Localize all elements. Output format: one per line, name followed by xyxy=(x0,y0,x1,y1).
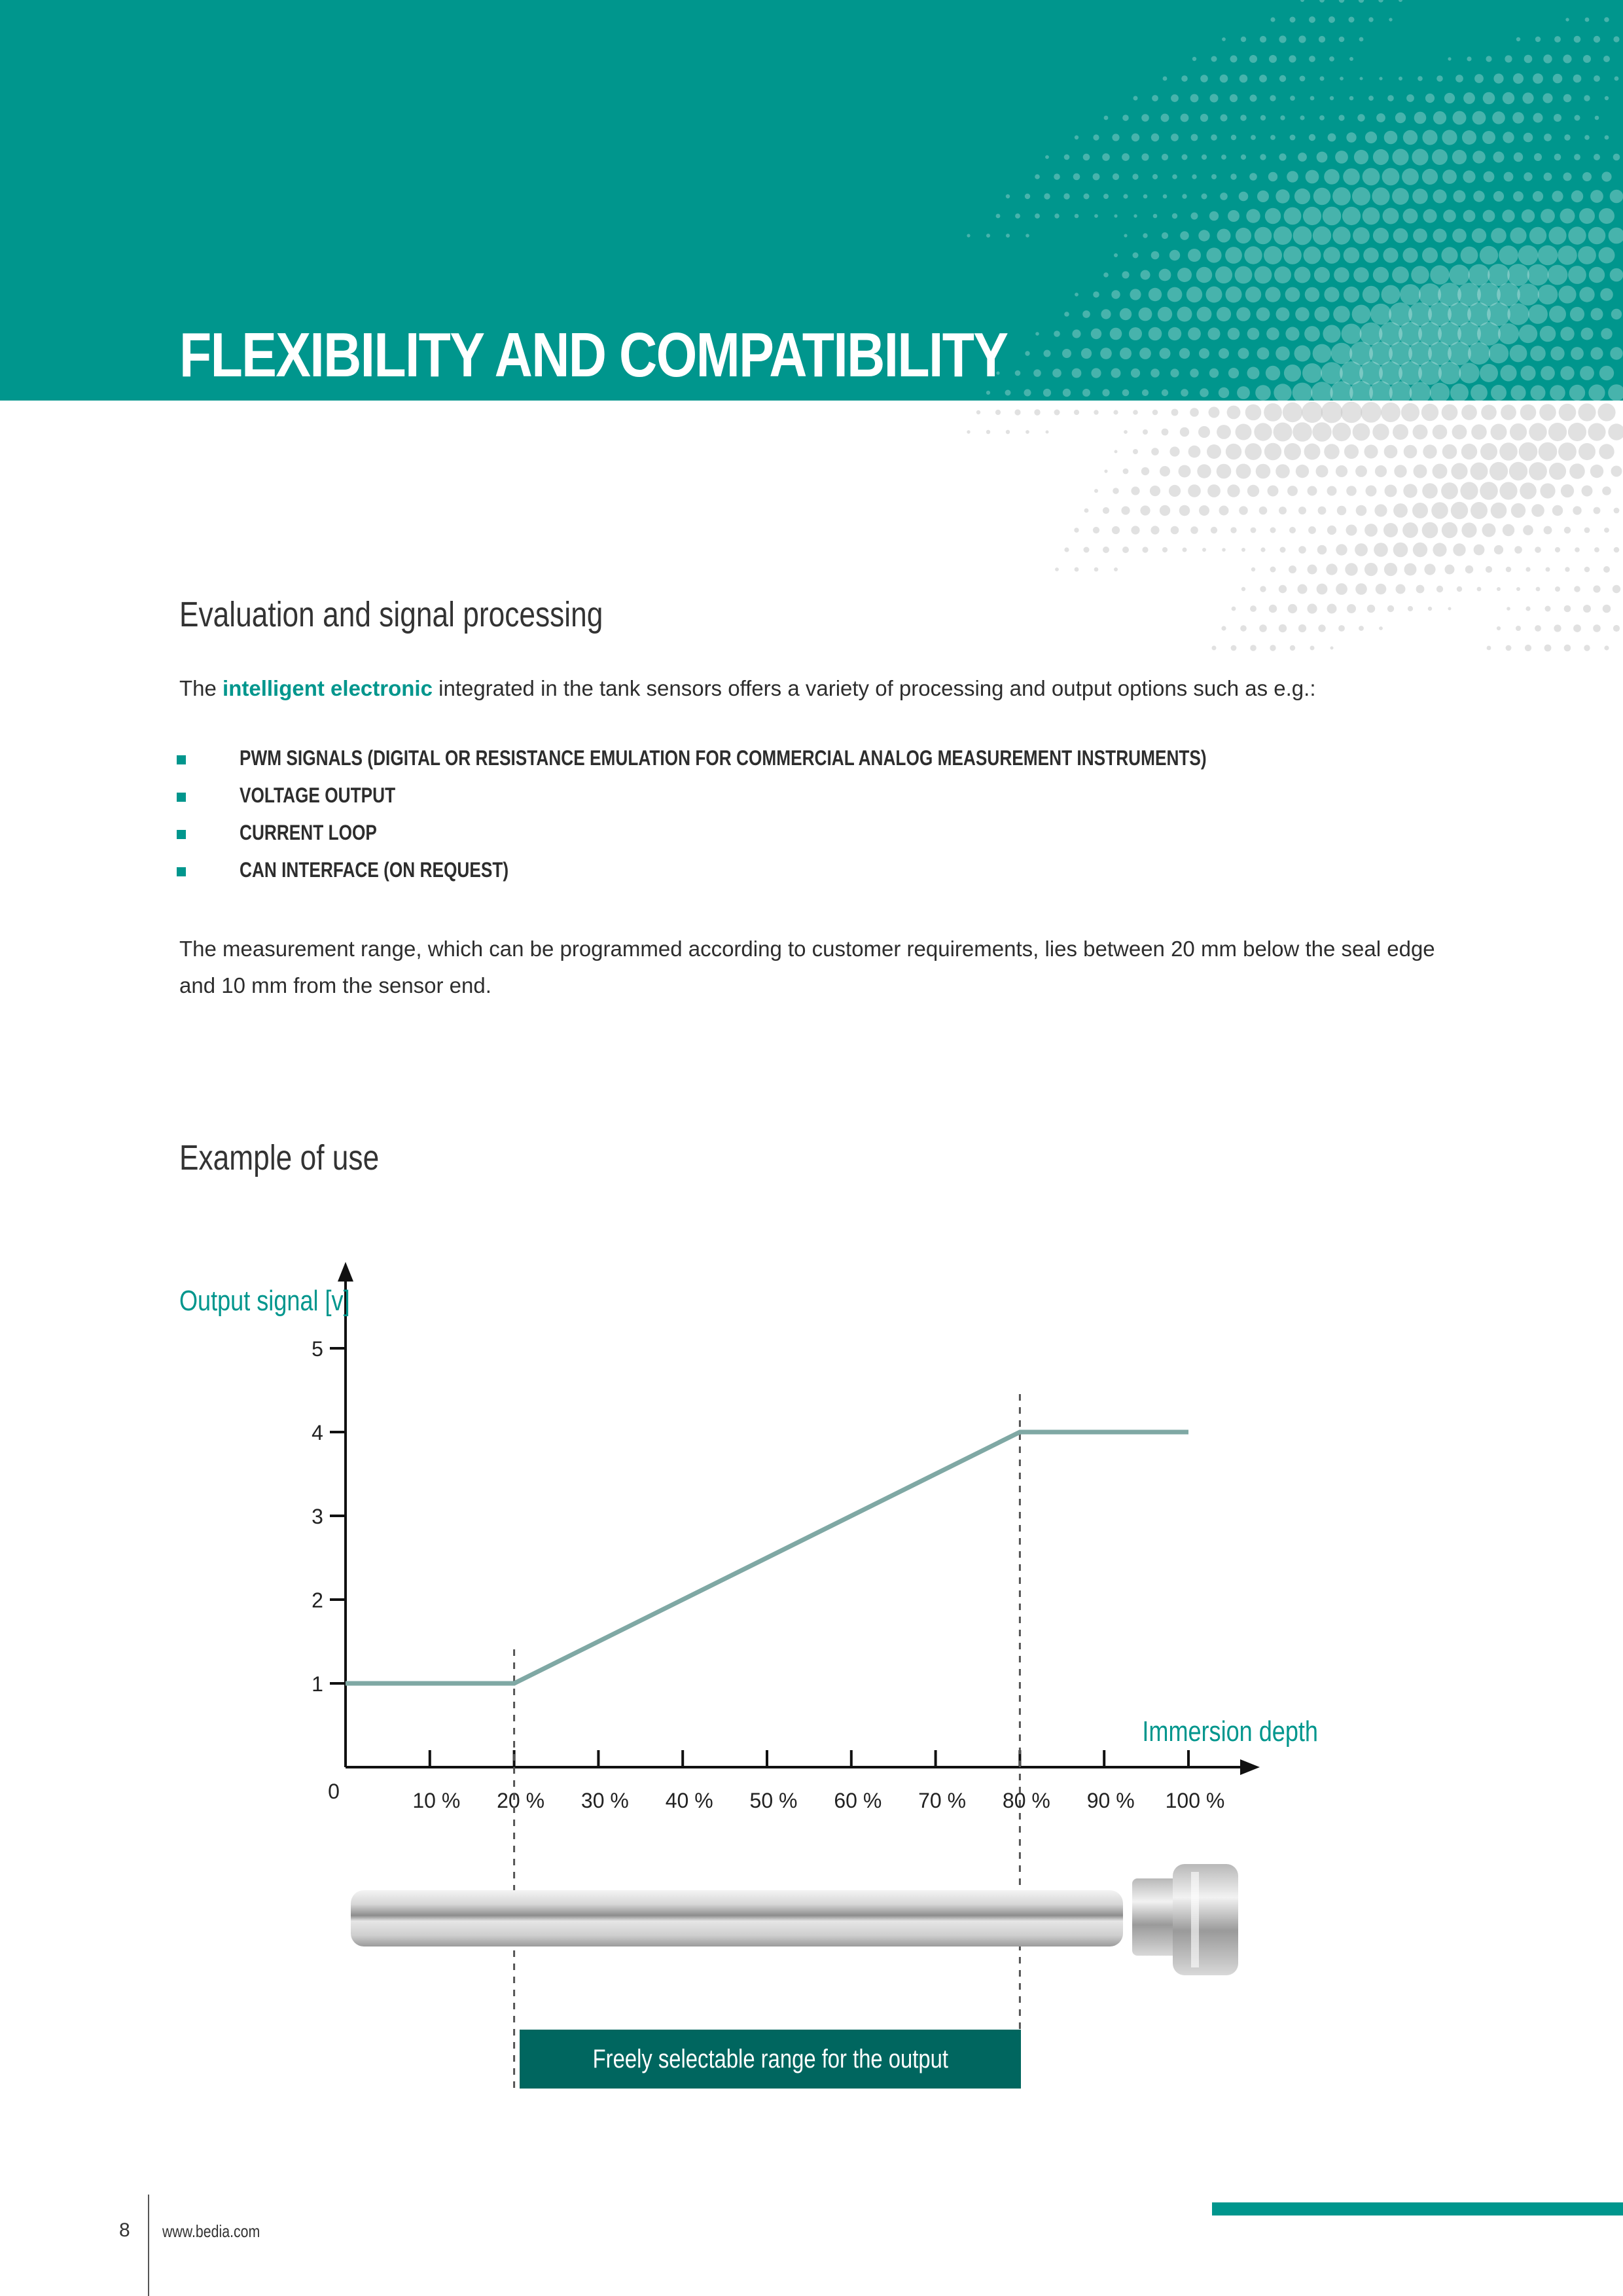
intro-prefix: The xyxy=(179,676,223,700)
tank-sensor-image xyxy=(347,1864,1263,1995)
page-number: 8 xyxy=(119,2219,130,2241)
feature-label: CURRENT LOOP xyxy=(240,821,377,844)
y-tick-label: 3 xyxy=(312,1505,323,1528)
x-tick-label: 60 % xyxy=(834,1789,882,1812)
origin-label: 0 xyxy=(328,1780,340,1803)
x-tick-label: 70 % xyxy=(918,1789,967,1812)
x-tick-label: 80 % xyxy=(1002,1789,1050,1812)
intro-suffix: integrated in the tank sensors offers a variety of processing and output options such as e.g.: xyxy=(432,676,1316,700)
y-tick-label: 4 xyxy=(312,1421,323,1444)
section-heading-example: Example of use xyxy=(179,1138,380,1177)
footer-accent-bar xyxy=(1212,2202,1623,2215)
range-paragraph: The measurement range, which can be programmed according to customer requirements, lies between 20 mm below the seal edge and 10 mm from the sensor end. xyxy=(179,937,1435,997)
section-heading-evaluation: Evaluation and signal processing xyxy=(179,595,603,634)
x-tick-label: 30 % xyxy=(580,1789,629,1812)
intro-highlight: intelligent electronic xyxy=(223,676,433,700)
x-tick-label: 100 % xyxy=(1165,1789,1225,1812)
y-axis-arrow-icon xyxy=(338,1262,353,1282)
output-signal-line xyxy=(346,1432,1188,1683)
y-tick-label: 5 xyxy=(312,1337,323,1361)
x-tick-label: 50 % xyxy=(749,1789,798,1812)
x-tick-label: 10 % xyxy=(412,1789,461,1812)
range-label: Freely selectable range for the output xyxy=(592,2044,948,2073)
x-axis-title: Immersion depth xyxy=(1142,1715,1319,1748)
footer-url: www.bedia.com xyxy=(162,2221,260,2241)
x-tick-label: 40 % xyxy=(665,1789,713,1812)
x-tick-label: 90 % xyxy=(1086,1789,1135,1812)
feature-label: CAN INTERFACE (ON REQUEST) xyxy=(240,858,509,882)
feature-label: VOLTAGE OUTPUT xyxy=(240,783,396,807)
x-axis-arrow-icon xyxy=(1240,1759,1260,1775)
footer-divider xyxy=(148,2195,149,2296)
x-tick-label: 20 % xyxy=(497,1789,545,1812)
y-tick-label: 1 xyxy=(312,1672,323,1696)
y-axis-title: Output signal [v] xyxy=(179,1284,350,1317)
y-tick-label: 2 xyxy=(312,1588,323,1612)
feature-label: PWM SIGNALS (DIGITAL OR RESISTANCE EMULATION FOR COMMERCIAL ANALOG MEASUREMENT INSTRUMENTS) xyxy=(240,746,1207,770)
range-label-box xyxy=(520,2030,1021,2089)
page-title: FLEXIBILITY AND COMPATIBILITY xyxy=(179,320,1008,390)
